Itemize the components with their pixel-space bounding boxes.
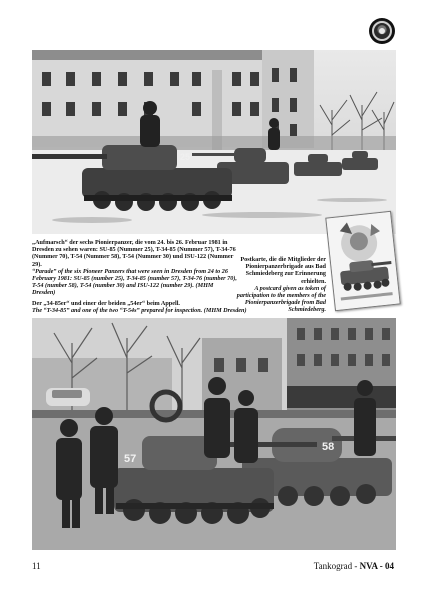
caption-postcard-german: Postkarte, die die Mitglieder der Pionierpanzerbrigade aus Bad Schmiedeberg zur Erinnerung erhielten. <box>240 256 326 285</box>
caption-top-english: “Parade” of the six Pioneer Panzers that were seen in Dresden from 24 to 26 February 1981: SU-85 (number 25), T-34-85 (number 57), T-34-76 (number 70), T-54 (number 58), T-54 (number 30) and ISU-122 (number 29). (MHM Dresden) <box>32 267 237 297</box>
bottom-right-tank-number: 58 <box>322 441 335 453</box>
bottom-left-tank-number: 57 <box>124 453 137 465</box>
logo-center-dot <box>379 28 385 34</box>
footer-series: NVA - 04 <box>359 561 394 571</box>
footer-publisher: Tankograd - <box>313 561 360 571</box>
photo-tank-inspection-image <box>32 318 396 550</box>
caption-top <box>32 239 237 297</box>
photo-tank-parade <box>32 50 396 234</box>
caption-bottom-english: The “T-34-85” and one of the two “T-54s” prepared for inspection. (MHM Dresden) <box>32 307 247 315</box>
caption-bottom-german: Der „34-85er“ und einer der beiden „54er“ beim Appell. <box>32 300 180 307</box>
caption-top-german: „Aufmarsch“ der sechs Pionierpanzer, die vom 24. bis 26. Februar 1981 in Dresden zu sehen waren: SU-85 (Nummer 25), T-34-85 (Nummer 57), T-34-76 (Nummer 70), T-54 (Nummer 58), T-54 (Nummer 30) und ISU-122 (Nummer 29). <box>32 239 236 268</box>
photo-tank-parade-image <box>32 50 396 234</box>
photo-tank-inspection <box>32 318 396 550</box>
caption-postcard-english: A postcard given as token of participation to the members of the Pionierpanzerbrigade from Bad Schmiedeberg. <box>236 284 326 314</box>
footer-publication <box>314 561 394 571</box>
page-number: 11 <box>32 561 41 571</box>
postcard-image <box>325 211 400 311</box>
publisher-logo-icon <box>369 18 395 44</box>
caption-bottom <box>32 300 282 314</box>
top-tank-number: 25 <box>180 152 191 162</box>
postcard-illustration <box>326 212 399 310</box>
